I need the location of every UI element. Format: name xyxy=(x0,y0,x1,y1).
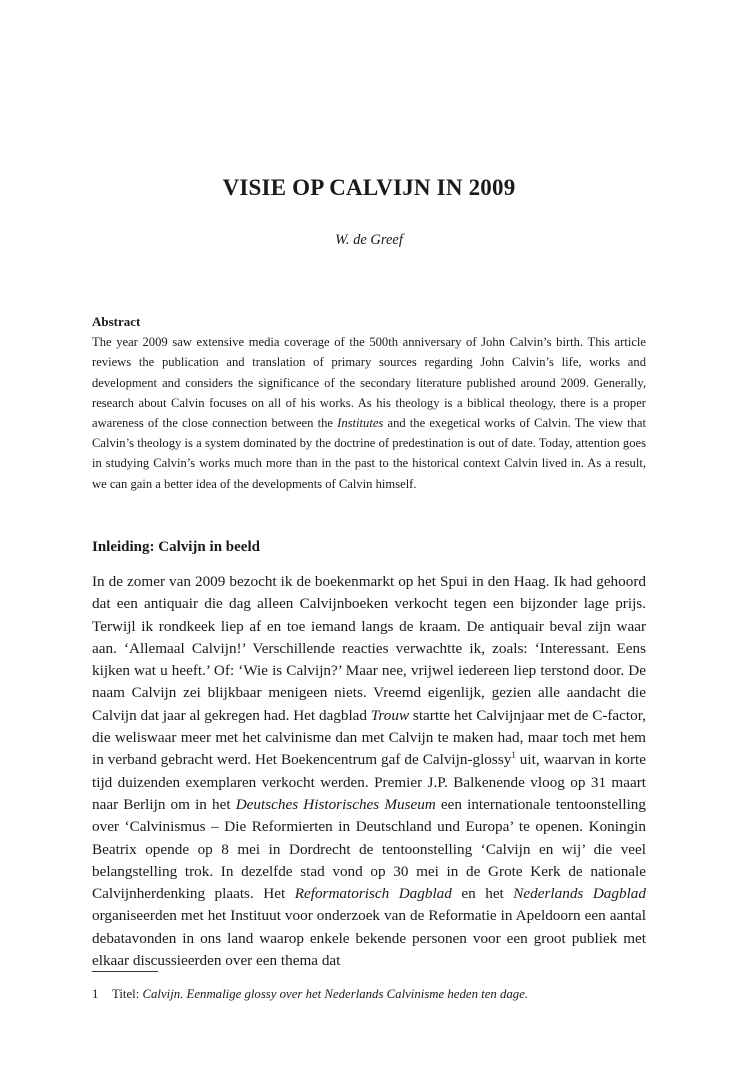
section-heading: Inleiding: Calvijn in beeld xyxy=(92,539,260,555)
italic-museum: Deutsches Historisches Museum xyxy=(235,795,436,813)
footnote xyxy=(92,986,646,1002)
italic-reformatorisch-dagblad: Reformatorisch Dagblad xyxy=(294,885,452,903)
italic-trouw: Trouw xyxy=(370,706,410,724)
footnote-prefix: Titel: xyxy=(112,987,143,1001)
footnote-italic-title: Calvijn. Eenmalige glossy over het Nederlands Calvinisme heden ten dage. xyxy=(142,987,529,1001)
body-text-segment-4: een internationale tentoonstelling over ‘Calvinismus – Die Reformierten in Deutschland und Europa’ te openen. Koningin Beatrix opende op 8 mei in Dordrecht de tentoonstelling ‘Calvijn en wij’ die veel belangstelling trok. In dezelfde stad vond op 30 mei in de Grote Kerk de nationale Calvijnherdenking plaats. Het xyxy=(92,795,646,903)
abstract-heading: Abstract xyxy=(92,314,141,329)
abstract-text-part2: and the exegetical works of Calvin. The view that Calvin’s theology is a system dominated by the doctrine of predestination is out of date. Today, attention goes in studying Calvin’s works much more than in the past to the historical context Calvin lived in. As a result, we can gain a better idea of the developments of Calvin himself. xyxy=(92,416,646,491)
paper-title: VISIE OP CALVIJN IN 2009 xyxy=(222,175,516,201)
body-paragraph xyxy=(92,571,646,972)
body-text-segment-2: startte het Calvijnjaar met de C-factor, die weliswaar meer met het calvinisme dan met Calvijn te maken had, maar toch met hem in verband gebracht werd. Het Boekencentrum gaf de Calvijn-glossy xyxy=(92,706,646,769)
abstract-italic-institutes: Institutes xyxy=(337,416,384,431)
abstract-block xyxy=(92,312,646,494)
body-text-segment-5: en het xyxy=(451,885,514,903)
abstract-text-part1: The year 2009 saw extensive media coverage of the 500th anniversary of John Calvin’s birth. This article reviews the publication and translation of primary sources regarding John Calvin’s life, works and development and considers the significance of the secondary literature published around 2009. Generally, research about Calvin focuses on all of his works. As his theology is a biblical theology, there is a proper awareness of the close connection between the xyxy=(92,335,646,431)
body-text-segment-3: uit, waarvan in korte tijd duizenden exemplaren verkocht werden. Premier J.P. Balkenende vloog op 31 maart naar Berlijn om in het xyxy=(92,751,646,813)
footnote-number: 1 xyxy=(92,987,99,1001)
italic-nederlands-dagblad: Nederlands Dagblad xyxy=(513,885,646,903)
author-name: W. de Greef xyxy=(335,232,403,248)
body-text-segment-1: In de zomer van 2009 bezocht ik de boekenmarkt op het Spui in den Haag. Ik had gehoord dat een antiquair die dag alleen Calvijnboeken verkocht tegen een bijzonder lage prijs. Terwijl ik rondkeek liep af en toe iemand langs de kraam. De antiquair beval zijn waar aan. ‘Allemaal Calvijn!’ Verschillende reacties verwachtte ik, zoals: ‘Interessant. Eens kijken wat u heeft.’ Of: ‘Wie is Calvijn?’ Maar nee, vrijwel iedereen liep terstond door. De naam Calvijn zei blijkbaar menigeen niets. Vreemd eigenlijk, gezien alle aandacht die Calvijn dat jaar al gekregen had. Het dagblad xyxy=(92,573,646,724)
abstract-text xyxy=(92,332,646,494)
footnote-reference[interactable]: 1 xyxy=(511,750,516,761)
footnote-divider xyxy=(92,971,158,972)
document-page xyxy=(92,0,646,1068)
body-text-segment-6: organiseerden met het Instituut voor onderzoek van de Reformatie in Apeldoorn een aantal debatavonden in ons land waarop enkele bekende personen voor een groot publiek met elkaar discussieerden over een thema dat xyxy=(92,907,646,970)
